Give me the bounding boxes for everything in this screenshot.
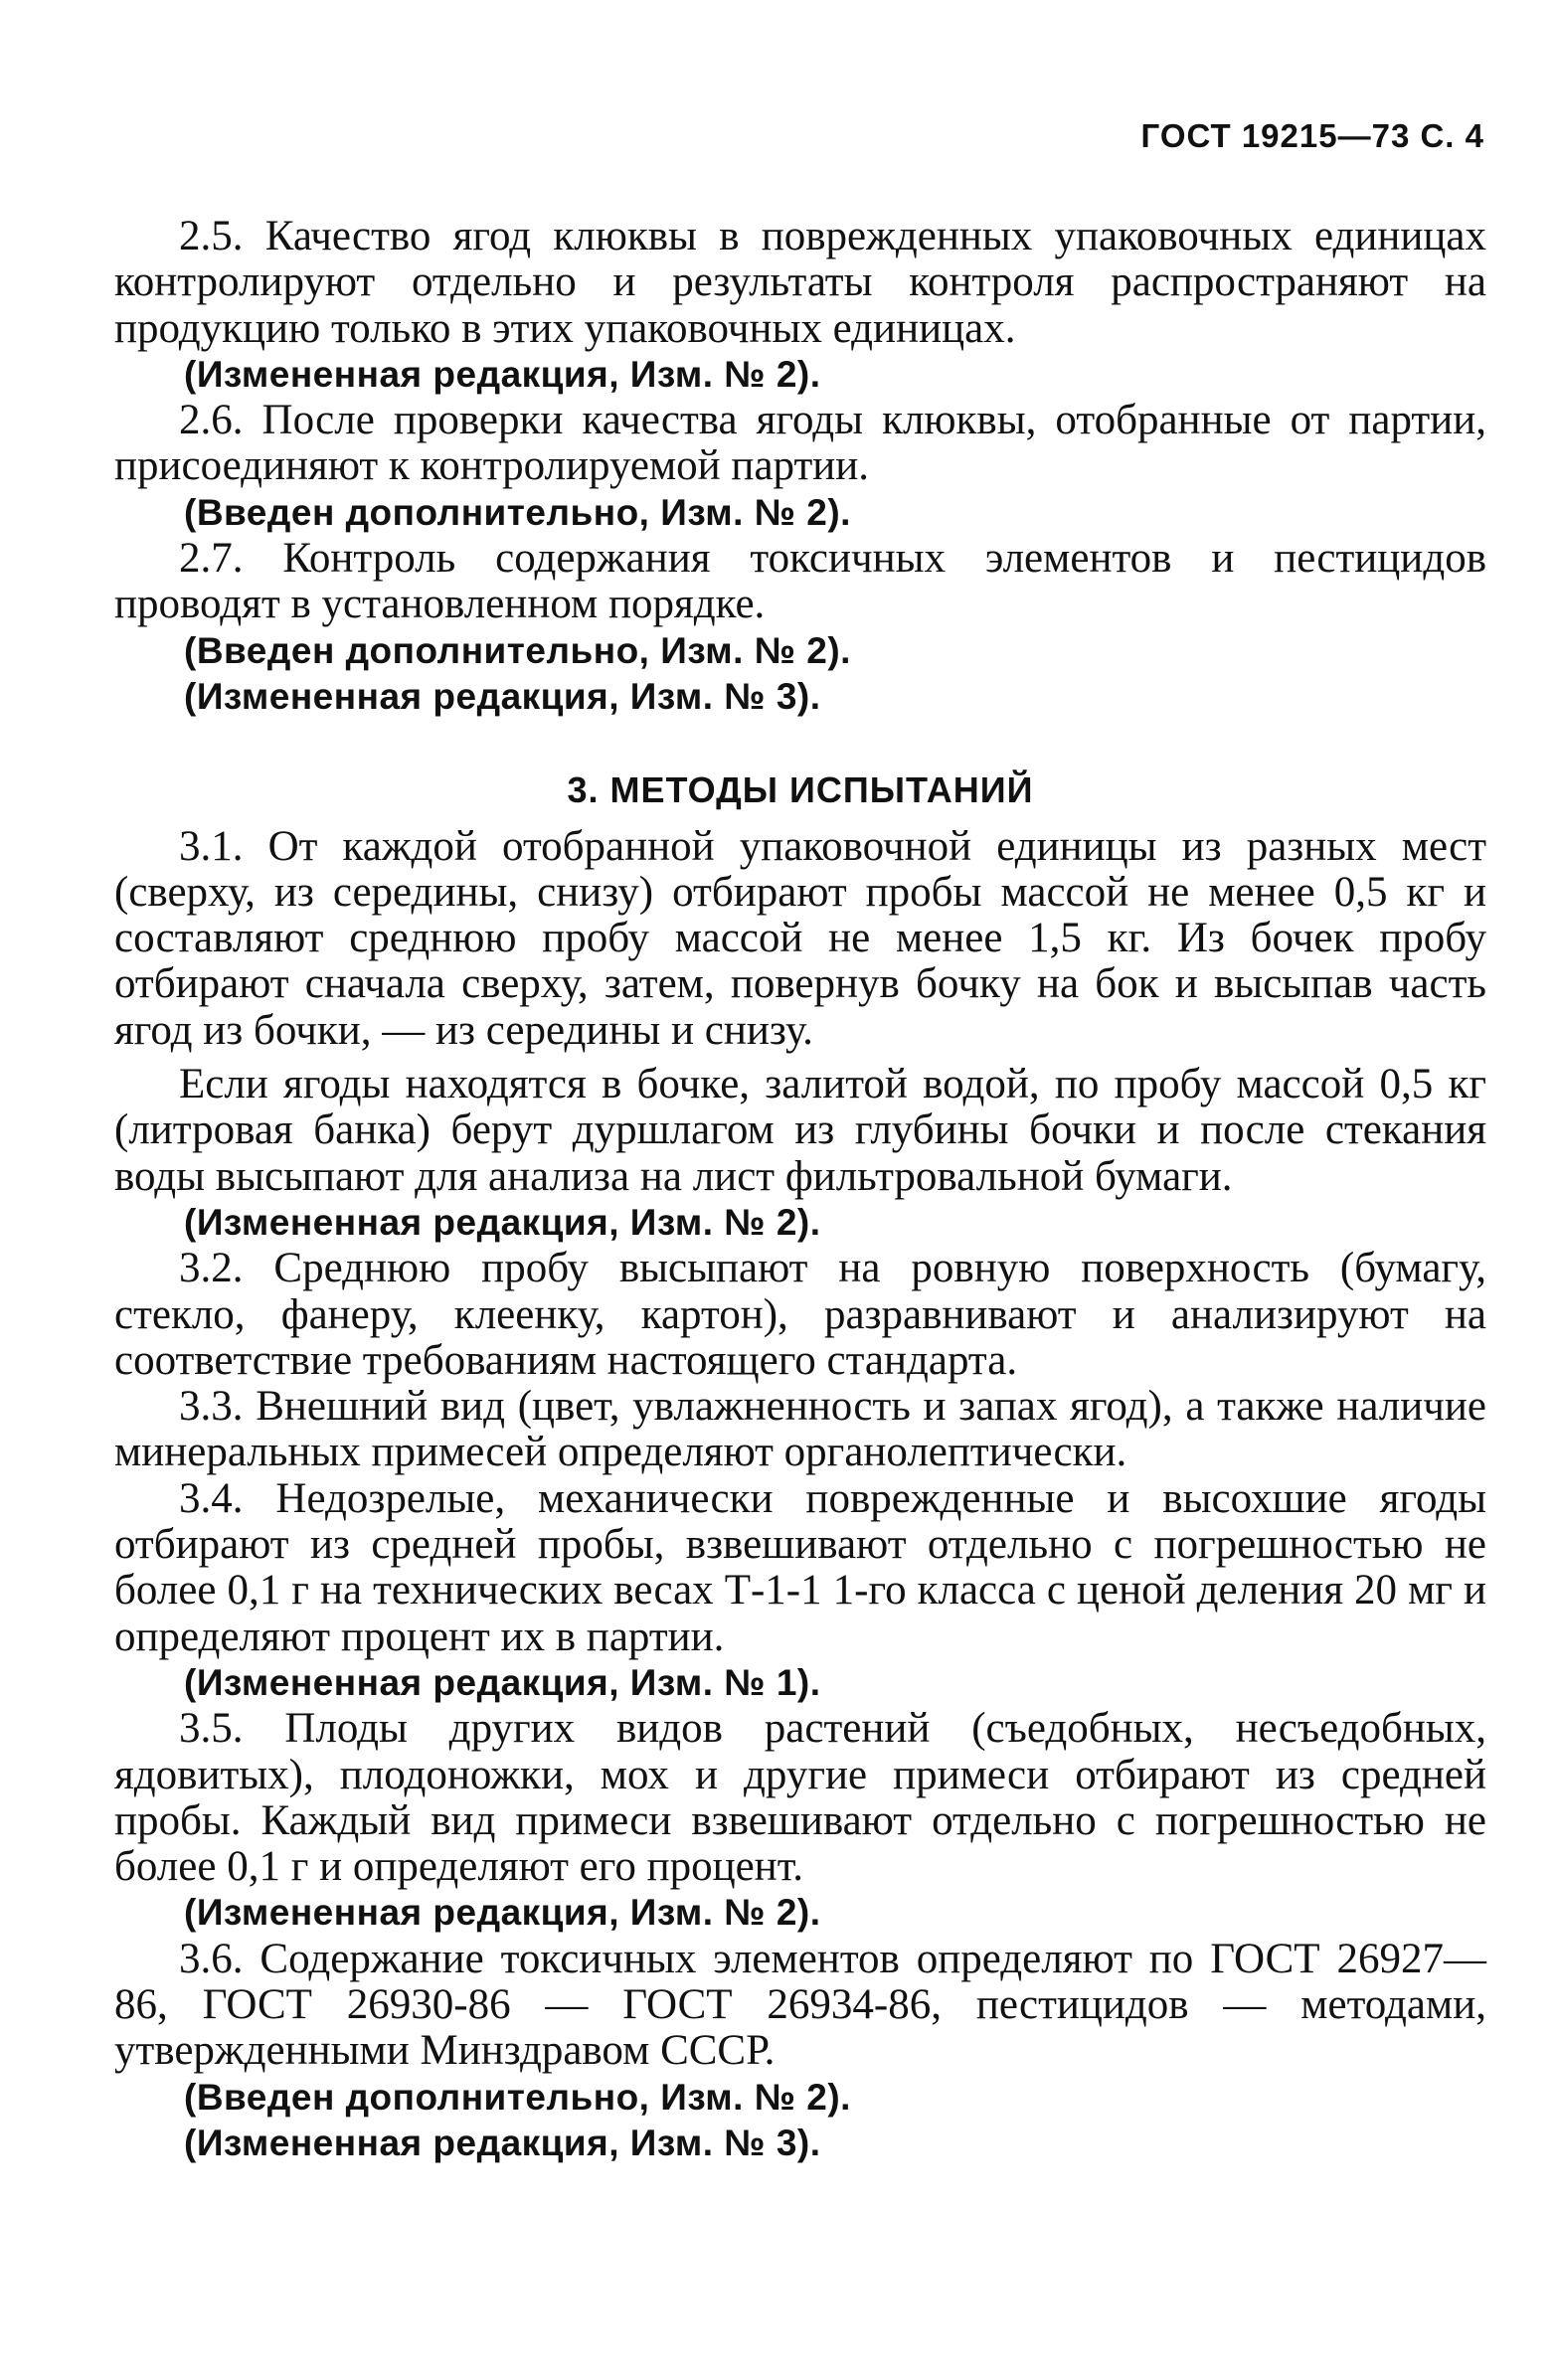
amendment-note-2-7-a: (Введен дополнительно, Изм. № 2).: [184, 629, 851, 671]
clause-2-7: 2.7. Контроль содержания токсичных элементов и пестицидов проводят в установленном порядке.: [114, 535, 1486, 628]
page-header: ГОСТ 19215—73 С. 4: [1140, 117, 1484, 154]
amendment-note-3-4: (Измененная редакция, Изм. № 1).: [184, 1661, 821, 1703]
amendment-note-2-6: (Введен дополнительно, Изм. № 2).: [184, 491, 851, 533]
document-body: [114, 214, 1486, 2166]
clause-3-1-continued: Если ягоды находятся в бочке, залитой водой, по пробу массой 0,5 кг (литровая банка) берут дуршлагом из глубины бочки и после стекания воды высыпают для анализа на лист фильтровальной бумаги.: [114, 1061, 1486, 1200]
amendment-note-3-6-b: (Измененная редакция, Изм. № 3).: [184, 2122, 821, 2163]
amendment-note-3-6-a: (Введен дополнительно, Изм. № 2).: [184, 2076, 851, 2118]
clause-2-6: 2.6. После проверки качества ягоды клюквы, отобранные от партии, присоединяют к контролируемой партии.: [114, 397, 1486, 490]
amendment-note-2-7-b: (Измененная редакция, Изм. № 3).: [184, 675, 821, 717]
amendment-note-3-5: (Измененная редакция, Изм. № 2).: [184, 1892, 821, 1934]
clause-3-1: 3.1. От каждой отобранной упаковочной единицы из разных мест (сверху, из середины, снизу) отбирают пробы массой не менее 0,5 кг и составляют среднюю пробу массой не менее 1,5 кг. Из бочек пробу отбирают сначала сверху, затем, повернув бочку на бок и высыпав часть ягод из бочки, — из середины и снизу.: [114, 822, 1486, 1054]
clause-3-6: 3.6. Содержание токсичных элементов определяют по ГОСТ 26927—86, ГОСТ 26930-86 — ГОСТ 26934-86, пестицидов — методами, утвержденными Минздравом СССР.: [114, 1935, 1486, 2075]
amendment-note-2-5: (Измененная редакция, Изм. № 2).: [184, 353, 821, 395]
section-title-3: 3. МЕТОДЫ ИСПЫТАНИЙ: [567, 769, 1034, 811]
amendment-note-3-1: (Измененная редакция, Изм. № 2).: [184, 1201, 821, 1243]
clause-3-5: 3.5. Плоды других видов растений (съедобных, несъедобных, ядовитых), плодоножки, мох и другие примеси отбирают из средней пробы. Каждый вид примеси взвешивают отдельно с погрешностью не более 0,1 г и определяют его процент.: [114, 1705, 1486, 1891]
clause-3-3: 3.3. Внешний вид (цвет, увлажненность и запах ягод), а также наличие минеральных примесей определяют органолептически.: [114, 1383, 1486, 1476]
clause-3-4: 3.4. Недозрелые, механически поврежденные и высохшие ягоды отбирают из средней пробы, взвешивают отдельно с погрешностью не более 0,1 г на технических весах Т-1-1 1-го класса с ценой деления 20 мг и определяют процент их в партии.: [114, 1474, 1486, 1660]
clause-3-2: 3.2. Среднюю пробу высыпают на ровную поверхность (бумагу, стекло, фанеру, клеенку, картон), разравнивают и анализируют на соответствие требованиям настоящего стандарта.: [114, 1245, 1486, 1384]
clause-2-5: 2.5. Качество ягод клюквы в поврежденных упаковочных единицах контролируют отдельно и результаты контроля распространяют на продукцию только в этих упаковочных единицах.: [114, 213, 1486, 352]
